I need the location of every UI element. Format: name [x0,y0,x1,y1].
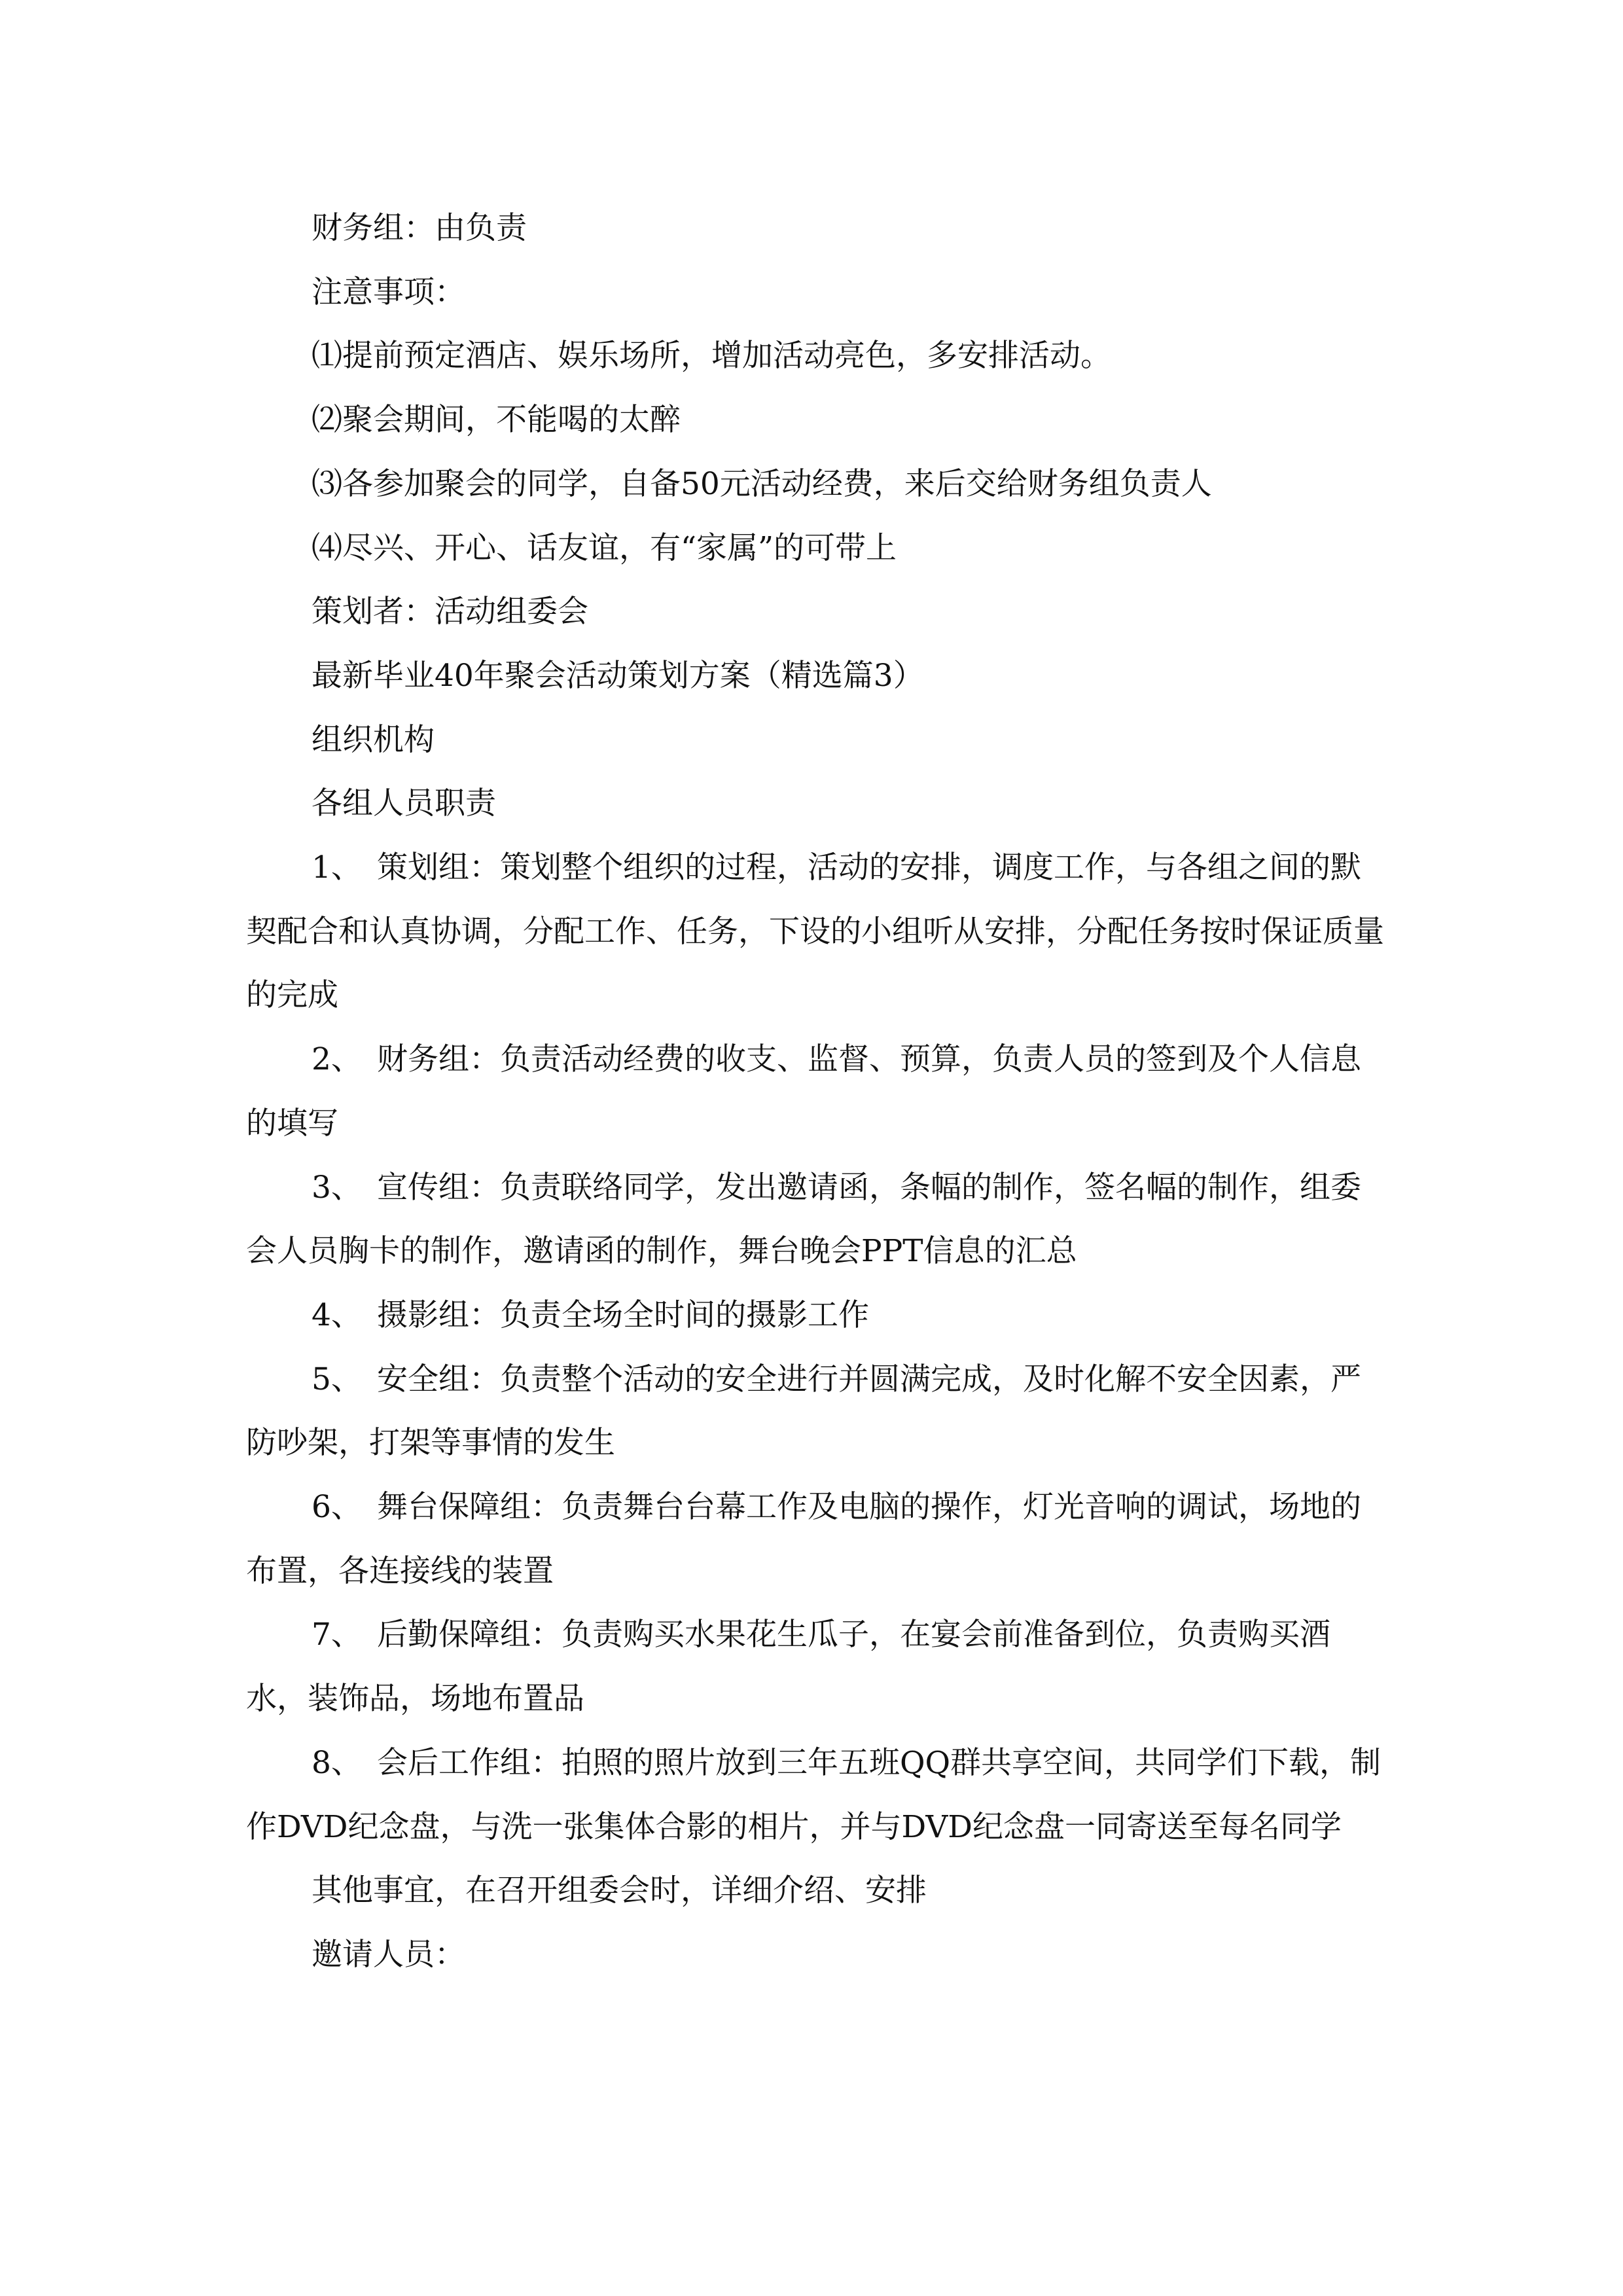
responsibility-item [246,1028,1385,1155]
item-number: 4、 [312,1297,362,1333]
responsibility-item [246,1156,1385,1283]
responsibility-item [246,836,1385,1028]
responsibility-item [246,1475,1385,1603]
item-number: 8、 [312,1744,362,1781]
responsibilities-heading: 各组人员职责 [312,785,496,822]
invited-people-line: 邀请人员： [312,1936,465,1973]
note-item: ⑵聚会期间，不能喝的太醉 [312,402,681,439]
document-body [246,196,1385,1987]
item-number: 2、 [312,1041,362,1078]
item-text: 策划组：策划整个组织的过程，活动的安排，调度工作，与各组之间的默契配合和认真协调，分配工作、任务，下设的小组听从安排，分配任务按时保证质量的完成 [246,850,1384,1014]
note-item: ⑴提前预定酒店、娱乐场所，增加活动亮色，多安排活动。 [312,338,1111,374]
item-number: 3、 [312,1169,362,1206]
responsibility-item [246,1348,1385,1475]
item-text: 摄影组：负责全场全时间的摄影工作 [377,1297,869,1333]
item-text: 宣传组：负责联络同学，发出邀请函，条幅的制作，签名幅的制作，组委会人员胸卡的制作，邀请函的制作，舞台晚会PPT信息的汇总 [246,1169,1361,1270]
note-item: ⑷尽兴、开心、话友谊，有“家属”的可带上 [312,529,897,566]
item-number: 7、 [312,1617,362,1653]
responsibility-item [246,1731,1385,1859]
item-number: 5、 [312,1361,362,1397]
item-text: 安全组：负责整个活动的安全进行并圆满完成，及时化解不安全因素，严防吵架，打架等事情的发生 [246,1361,1361,1462]
item-number: 1、 [312,850,362,886]
responsibility-item [246,1603,1385,1731]
item-text: 舞台保障组：负责舞台台幕工作及电脑的操作，灯光音响的调试，场地的布置，各连接线的装置 [246,1489,1361,1589]
organization-heading: 组织机构 [312,721,435,758]
planner-line: 策划者：活动组委会 [312,594,588,630]
notes-heading: 注意事项： [312,274,465,310]
item-text: 会后工作组：拍照的照片放到三年五班QQ群共享空间，共同学们下载，制作DVD纪念盘，与洗一张集体合影的相片，并与DVD纪念盘一同寄送至每名同学 [246,1744,1382,1845]
responsibility-item [246,1283,1385,1348]
section-title: 最新毕业40年聚会活动策划方案（精选篇3） [312,657,924,694]
item-text: 后勤保障组：负责购买水果花生瓜子，在宴会前准备到位，负责购买酒水，装饰品，场地布置品 [246,1617,1330,1717]
note-item: ⑶各参加聚会的同学，自备50元活动经费，来后交给财务组负责人 [312,465,1212,502]
finance-group-line: 财务组：由负责 [312,210,527,246]
other-matters-line: 其他事宜，在召开组委会时，详细介绍、安排 [312,1873,927,1909]
item-number: 6、 [312,1489,362,1526]
item-text: 财务组：负责活动经费的收支、监督、预算，负责人员的签到及个人信息的填写 [246,1041,1361,1141]
